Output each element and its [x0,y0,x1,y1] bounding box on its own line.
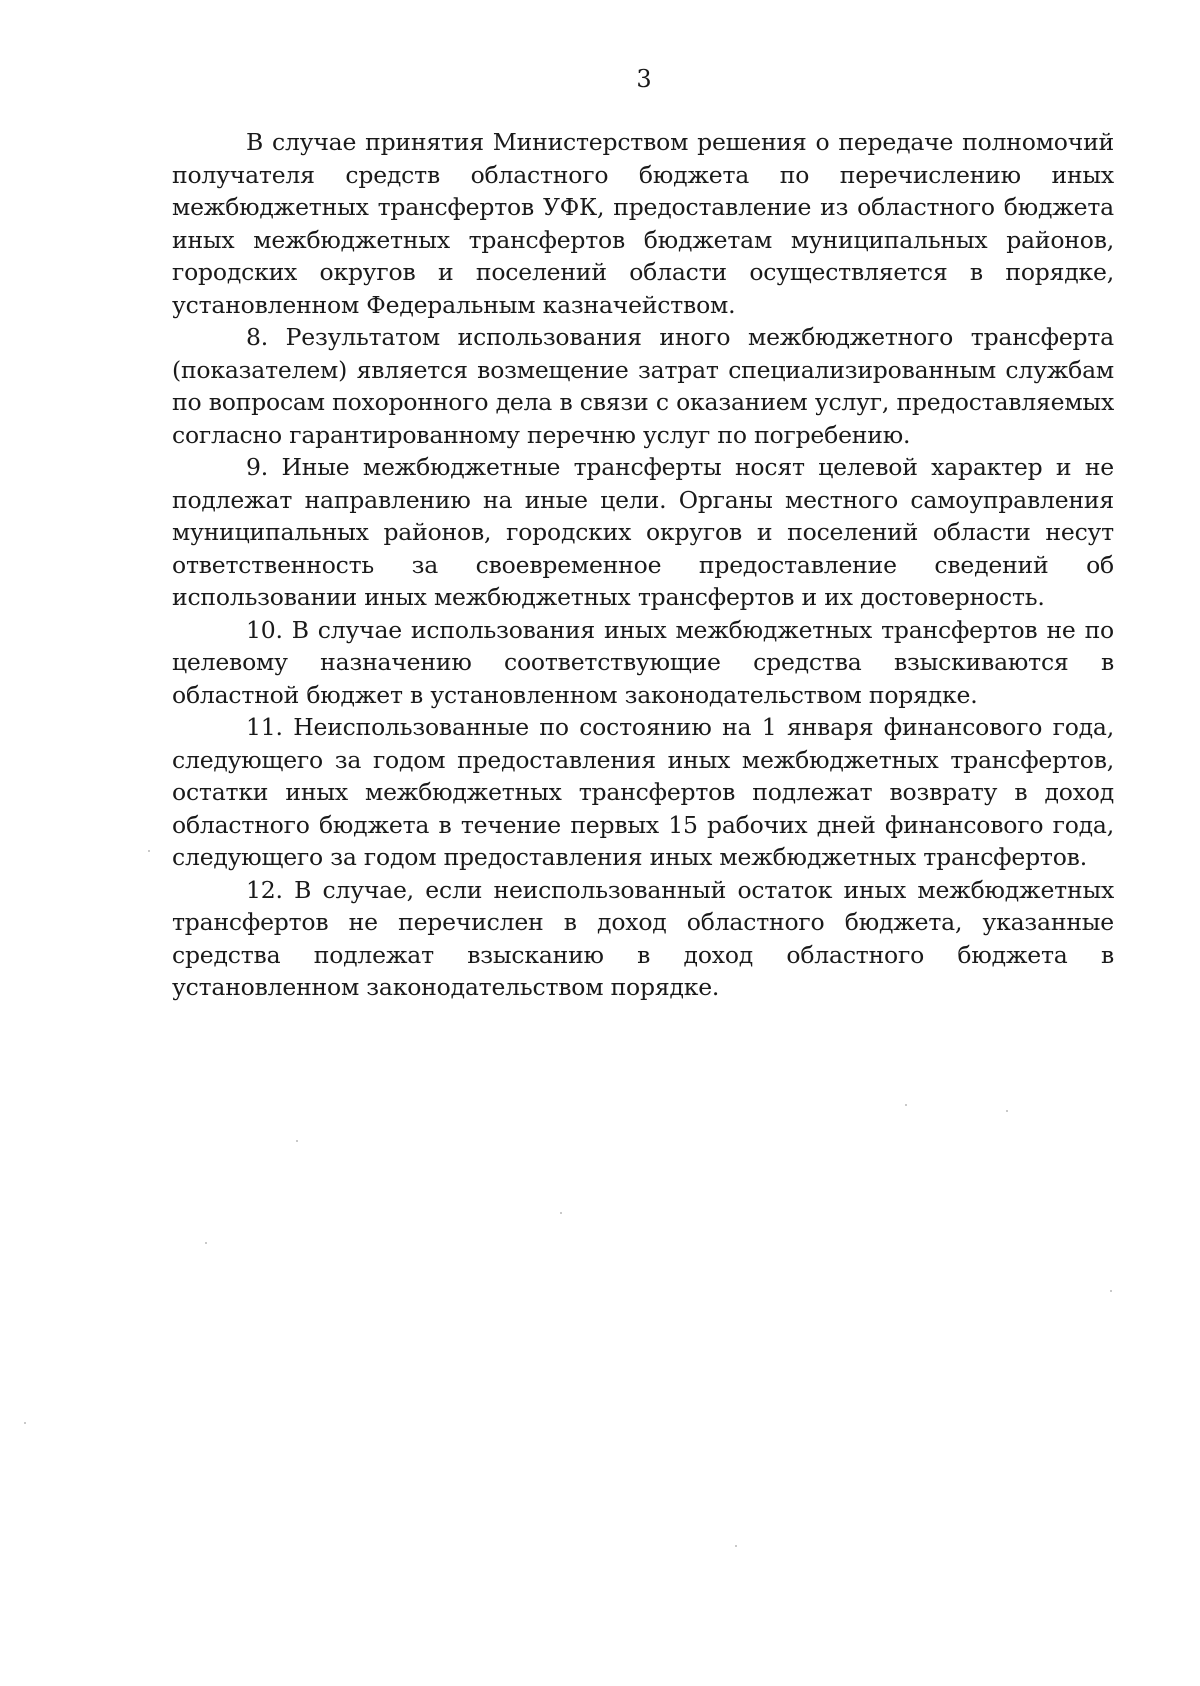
paragraph-11: 11. Неиспользованные по состоянию на 1 января финансового года, следующего за годом предоставления иных межбюджетных трансфертов, остатки иных межбюджетных трансфертов подлежат возврату в доход областного бюджета в течение первых 15 рабочих дней финансового года, следующего за годом предоставления иных межбюджетных трансфертов. [172,713,1114,871]
scan-speck [560,1212,562,1214]
paragraph-9: 9. Иные межбюджетные трансферты носят целевой характер и не подлежат направлению на иные цели. Органы местного самоуправления муниципальных районов, городских округов и поселений области несут ответственность за своевременное предоставление сведений об использовании иных межбюджетных трансфертов и их достоверность. [172,453,1114,611]
scan-speck [296,1140,298,1142]
scan-speck [735,1545,737,1547]
scan-speck [148,850,150,852]
scan-speck [905,1104,907,1106]
scan-speck [1110,1290,1112,1292]
paragraph-8: 8. Результатом использования иного межбюджетного трансферта (показателем) является возмещение затрат специализированным службам по вопросам похоронного дела в связи с оказанием услуг, предоставляемых согласно гарантированному перечню услуг по погребению. [172,323,1114,449]
paragraph-12: 12. В случае, если неиспользованный остаток иных межбюджетных трансфертов не перечислен в доход областного бюджета, указанные средства подлежат взысканию в доход областного бюджета в установленном законодательством порядке. [172,875,1114,1001]
paragraph-10: 10. В случае использования иных межбюджетных трансфертов не по целевому назначению соответствующие средства взыскиваются в областной бюджет в установленном законодательством порядке. [172,615,1114,709]
document-body [172,126,1114,1004]
scan-speck [205,1242,207,1244]
paragraph-transfer-powers: В случае принятия Министерством решения о передаче полномочий получателя средств областного бюджета по перечислению иных межбюджетных трансфертов УФК, предоставление из областного бюджета иных межбюджетных трансфертов бюджетам муниципальных районов, городских округов и поселений области осуществляется в порядке, установленном Федеральным казначейством. [172,128,1114,319]
scan-speck [1006,1110,1008,1112]
scan-speck [24,1422,26,1424]
page-number: 3 [636,65,652,93]
